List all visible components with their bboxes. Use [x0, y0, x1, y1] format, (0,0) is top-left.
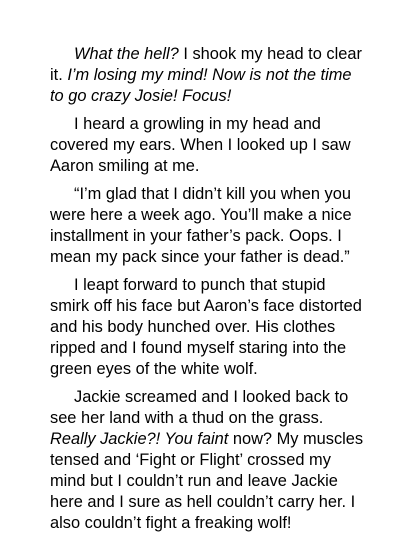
text-run: I shook my head to clear it. — [50, 45, 362, 84]
paragraph-3 — [50, 184, 368, 268]
text-run: “I’m glad that I didn’t kill you when you were here a week ago. You’ll make a nice installment in your father’s pack. Oops. I mean my pack since your father is dead.” — [50, 185, 352, 266]
text-run: I’m losing my mind! Now is not the time to go crazy Josie! Focus! — [50, 66, 352, 105]
paragraph-5 — [50, 387, 368, 534]
paragraph-2 — [50, 114, 368, 177]
text-run: I leapt forward to punch that stupid smirk off his face but Aaron’s face distorted and his body hunched over. His clothes ripped and I found myself staring into the green eyes of the white wolf. — [50, 276, 362, 378]
text-run: I heard a growling in my head and covered my ears. When I looked up I saw Aaron smiling at me. — [50, 115, 351, 175]
text-run: What the hell? — [74, 45, 179, 63]
text-run: Jackie screamed and I looked back to see her land with a thud on the grass. — [50, 388, 349, 427]
text-run: Really Jackie?! You faint — [50, 430, 233, 448]
paragraph-4 — [50, 275, 368, 380]
text-run: now? My muscles tensed and ‘Fight or Flight’ crossed my mind but I couldn’t run and leave Jackie here and I sure as hell couldn’t carry her. I also couldn’t fight a freaking wolf! — [50, 430, 364, 532]
paragraph-1 — [50, 44, 368, 107]
book-page — [50, 44, 368, 534]
